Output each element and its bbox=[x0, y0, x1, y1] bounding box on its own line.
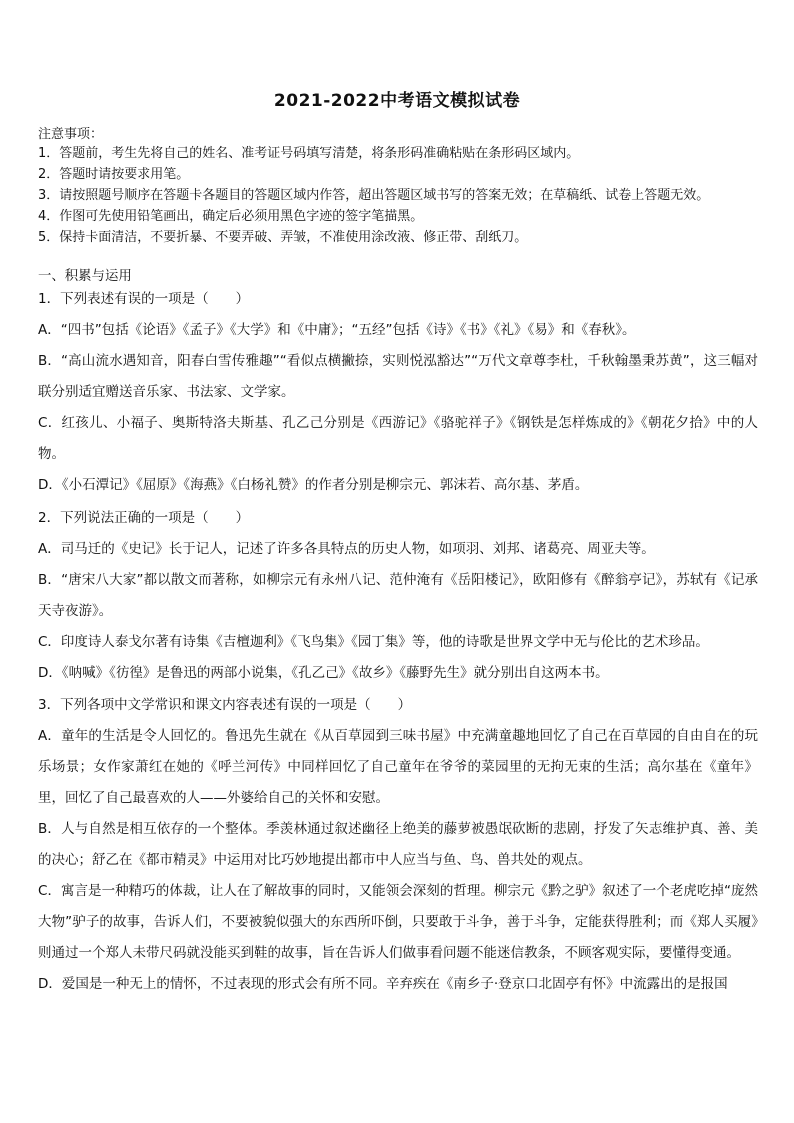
notice-item: 5．保持卡面清洁，不要折暴、不要弄破、弄皱，不准使用涂改液、修正带、刮纸刀。 bbox=[38, 230, 528, 245]
notice-item: 4．作图可先使用铅笔画出，确定后必须用黑色字迹的签字笔描黑。 bbox=[38, 209, 424, 224]
question-stem: 1．下列表述有误的一项是（ ） bbox=[38, 291, 250, 307]
question-3 bbox=[38, 690, 758, 1000]
option-a: A．童年的生活是令人回忆的。鲁迅先生就在《从百草园到三味书屋》中充满童趣地回忆了自己在百草园的自由自在的玩乐场景；女作家萧红在她的《呼兰河传》中同样回忆了自己童年在爷爷的菜园里的无拘无束的生活；高尔基在《童年》里，回忆了自己最喜欢的人——外婆给自己的关怀和安慰。 bbox=[38, 728, 758, 806]
question-1 bbox=[38, 284, 758, 501]
option-b: B．人与自然是相互依存的一个整体。季羡林通过叙述幽径上绝美的藤萝被愚氓砍断的悲剧，抒发了矢志维护真、善、美的决心；舒乙在《都市精灵》中运用对比巧妙地提出都市中人应当与鱼、鸟、兽共处的观点。 bbox=[38, 821, 758, 868]
option-a: A．“四书”包括《论语》《孟子》《大学》和《中庸》；“五经”包括《诗》《书》《礼》《易》和《春秋》。 bbox=[38, 322, 636, 338]
option-d: D．《呐喊》《彷徨》是鲁迅的两部小说集，《孔乙己》《故乡》《藤野先生》就分别出自这两本书。 bbox=[38, 665, 609, 681]
option-b: B．“唐宋八大家”都以散文而著称，如柳宗元有永州八记、范仲淹有《岳阳楼记》，欧阳修有《醉翁亭记》，苏轼有《记承天寺夜游》。 bbox=[38, 572, 758, 619]
question-stem: 3．下列各项中文学常识和课文内容表述有误的一项是（ ） bbox=[38, 697, 412, 713]
option-c: C．红孩儿、小福子、奥斯特洛夫斯基、孔乙己分别是《西游记》《骆驼祥子》《钢铁是怎样炼成的》《朝花夕拾》中的人物。 bbox=[38, 415, 758, 462]
notice-item: 2．答题时请按要求用笔。 bbox=[38, 167, 190, 182]
question-2 bbox=[38, 503, 758, 689]
section-heading: 一、积累与运用 bbox=[38, 269, 132, 284]
page-title: 2021-2022中考语文模拟试卷 bbox=[273, 91, 521, 111]
option-d: D．《小石潭记》《屈原》《海燕》《白杨礼赞》的作者分别是柳宗元、郭沫若、高尔基、茅盾。 bbox=[38, 477, 589, 493]
question-stem: 2．下列说法正确的一项是（ ） bbox=[38, 510, 250, 526]
option-c: C．印度诗人泰戈尔著有诗集《吉檀迦利》《飞鸟集》《园丁集》等，他的诗歌是世界文学中无与伦比的艺术珍品。 bbox=[38, 634, 709, 650]
option-c: C．寓言是一种精巧的体裁，让人在了解故事的同时，又能领会深刻的哲理。柳宗元《黔之驴》叙述了一个老虎吃掉“庞然大物”驴子的故事，告诉人们，不要被貌似强大的东西所吓倒，只要敢于斗争，善于斗争，定能获得胜利；而《郑人买履》则通过一个郑人未带尺码就没能买到鞋的故事，旨在告诉人们做事看问题不能迷信教条，不顾客观实际，要懂得变通。 bbox=[38, 883, 758, 961]
option-d: D．爱国是一种无上的情怀，不过表现的形式会有所不同。辛弃疾在《南乡子·登京口北固亭有怀》中流露出的是报国 bbox=[38, 976, 728, 992]
notice-item: 3．请按照题号顺序在答题卡各题目的答题区域内作答，超出答题区域书写的答案无效；在草稿纸、试卷上答题无效。 bbox=[38, 188, 710, 203]
notice-heading: 注意事项： bbox=[38, 127, 104, 142]
option-b: B．“高山流水遇知音，阳春白雪传雅趣”“看似点横撇捺，实则悦泓豁达”“万代文章尊李杜，千秋翰墨秉苏黄”，这三幅对联分别适宜赠送音乐家、书法家、文学家。 bbox=[38, 353, 758, 400]
notice-item: 1．答题前，考生先将自己的姓名、准考证号码填写清楚，将条形码准确粘贴在条形码区域内。 bbox=[38, 146, 580, 161]
option-a: A．司马迁的《史记》长于记人，记述了许多各具特点的历史人物，如项羽、刘邦、诸葛亮、周亚夫等。 bbox=[38, 541, 655, 557]
